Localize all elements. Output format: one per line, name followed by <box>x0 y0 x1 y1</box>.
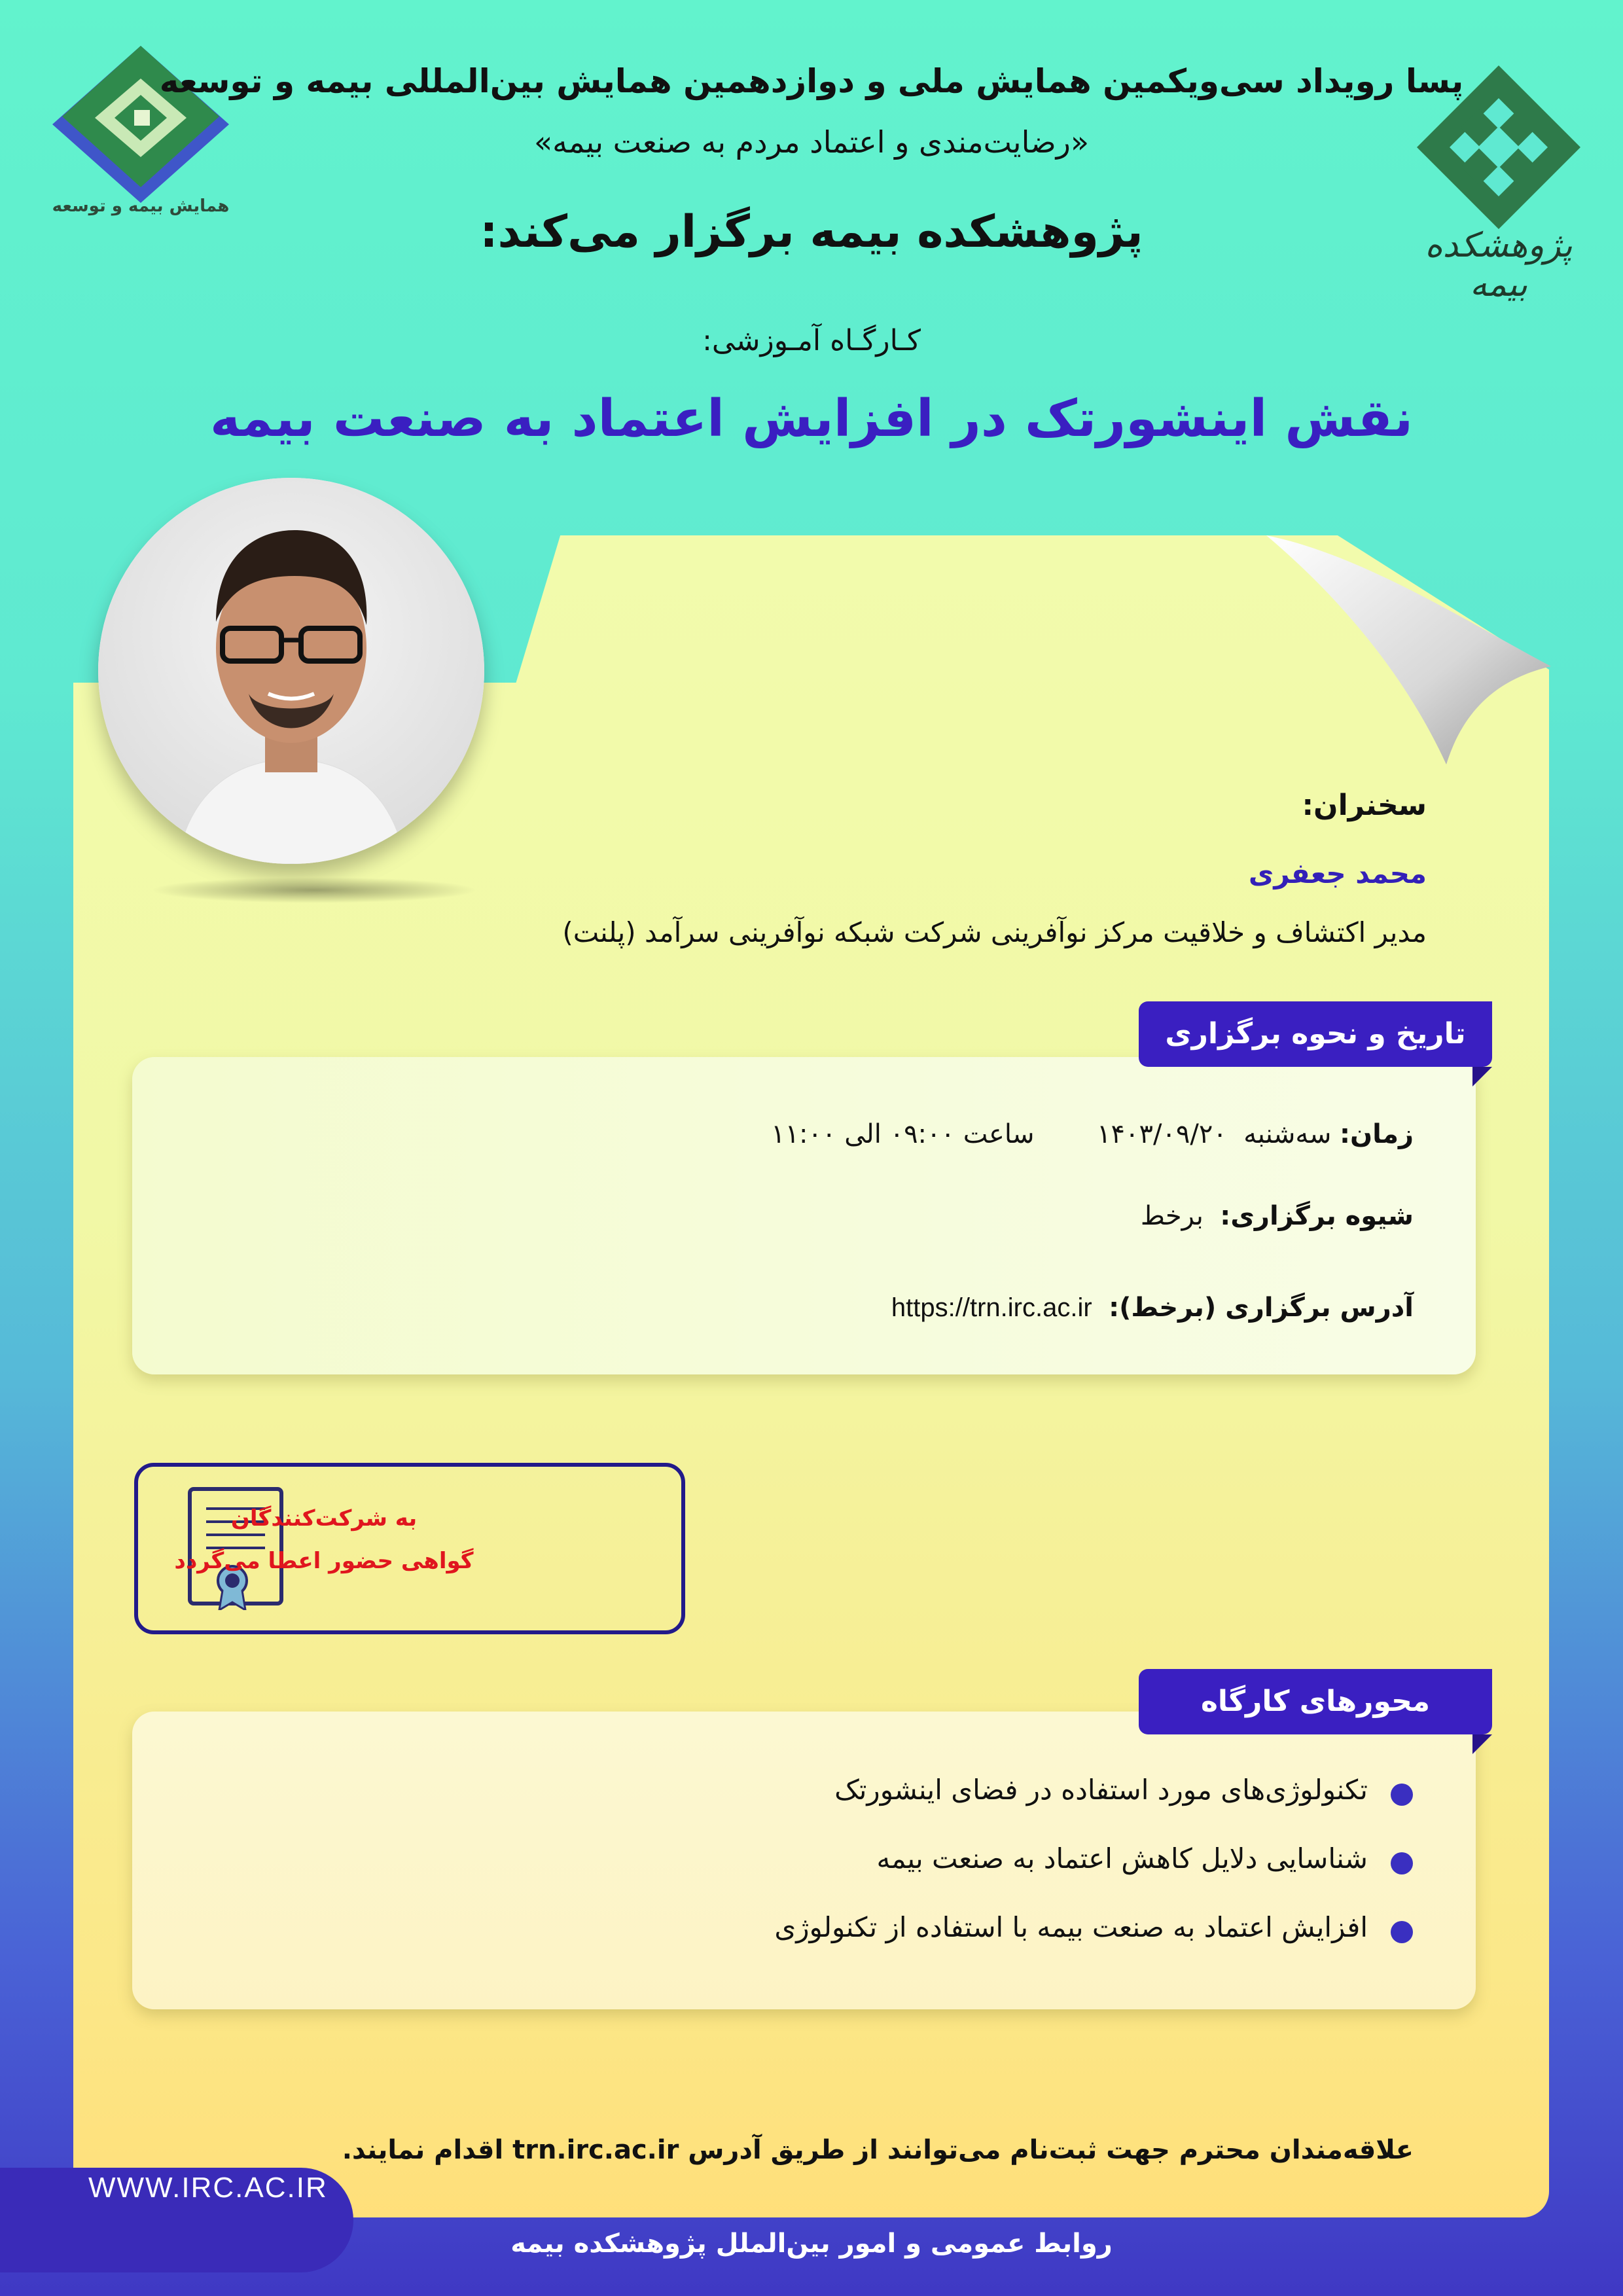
speaker-name: محمد جعفری <box>1248 857 1427 889</box>
bullet-icon <box>1391 1852 1413 1874</box>
mode-row <box>1141 1201 1414 1231</box>
topic-item: شناسایی دلایل کاهش اعتماد به صنعت بیمه <box>876 1842 1368 1874</box>
page-curl-icon <box>1260 529 1554 771</box>
workshop-label: کـارگـاه آمـوزشی: <box>702 324 921 357</box>
speaker-label: سخنران: <box>1302 789 1427 822</box>
organizer-line: پژوهشکده بیمه برگزار می‌کند: <box>480 206 1143 258</box>
time-label: زمان: <box>1340 1119 1414 1149</box>
topic-item: تکنولوژی‌های مورد استفاده در فضای اینشورتک <box>834 1774 1368 1806</box>
certificate-text-2: گواهی حضور اعطا می‌گردد <box>174 1548 474 1574</box>
address-label: آدرس برگزاری (برخط): <box>1109 1293 1414 1323</box>
time-day: سه‌شنبه <box>1243 1119 1332 1149</box>
workshop-title: نقش اینشورتک در افزایش اعتماد به صنعت بیمه <box>209 389 1414 448</box>
address-link[interactable]: https://trn.irc.ac.ir <box>891 1293 1092 1322</box>
schedule-tab <box>1139 1001 1492 1067</box>
topics-tab-label: محورهای کارگاه <box>1200 1685 1431 1718</box>
left-logo-caption: همایش بیمه و توسعه <box>52 196 230 216</box>
registration-note: علاقه‌مندان محترم جهت ثبت‌نام می‌توانند از طریق آدرس trn.irc.ac.ir اقدام نمایند. <box>342 2135 1414 2165</box>
event-subtitle: «رضایت‌مندی و اعتماد مردم به صنعت بیمه» <box>533 124 1090 160</box>
portrait-shadow <box>151 877 478 903</box>
right-logo-caption: پژوهشکده بیمه <box>1425 226 1573 304</box>
topic-item: افزایش اعتماد به صنعت بیمه با استفاده از تکنولوژی <box>774 1911 1368 1943</box>
website-link[interactable]: WWW.IRC.AC.IR <box>88 2172 328 2204</box>
bullet-icon <box>1391 1921 1413 1943</box>
schedule-tab-label: تاریخ و نحوه برگزاری <box>1165 1017 1466 1050</box>
mode-label: شیوه برگزاری: <box>1220 1201 1414 1231</box>
topics-tab-fold <box>1472 1734 1492 1754</box>
speaker-photo <box>98 478 484 864</box>
certificate-text-1: به شرکت‌کنندگان <box>230 1505 418 1532</box>
address-row <box>891 1293 1414 1323</box>
time-date: ۱۴۰۳/۰۹/۲۰ <box>1097 1119 1227 1149</box>
time-row <box>771 1119 1414 1149</box>
mode-value: برخط <box>1140 1201 1204 1231</box>
topics-tab <box>1139 1669 1492 1734</box>
time-hours: ساعت ۰۹:۰۰ الی ۱۱:۰۰ <box>771 1119 1035 1149</box>
event-title: پسا رویداد سی‌ویکمین همایش ملی و دوازدهمین همایش بین‌المللی بیمه و توسعه <box>159 62 1464 100</box>
schedule-tab-fold <box>1472 1067 1492 1086</box>
bullet-icon <box>1391 1784 1413 1806</box>
speaker-role: مدیر اکتشاف و خلاقیت مرکز نوآفرینی شرکت شبکه نوآفرینی سرآمد (پلنت) <box>562 916 1427 948</box>
public-relations-credit: روابط عمومی و امور بین‌الملل پژوهشکده بیمه <box>510 2229 1113 2259</box>
